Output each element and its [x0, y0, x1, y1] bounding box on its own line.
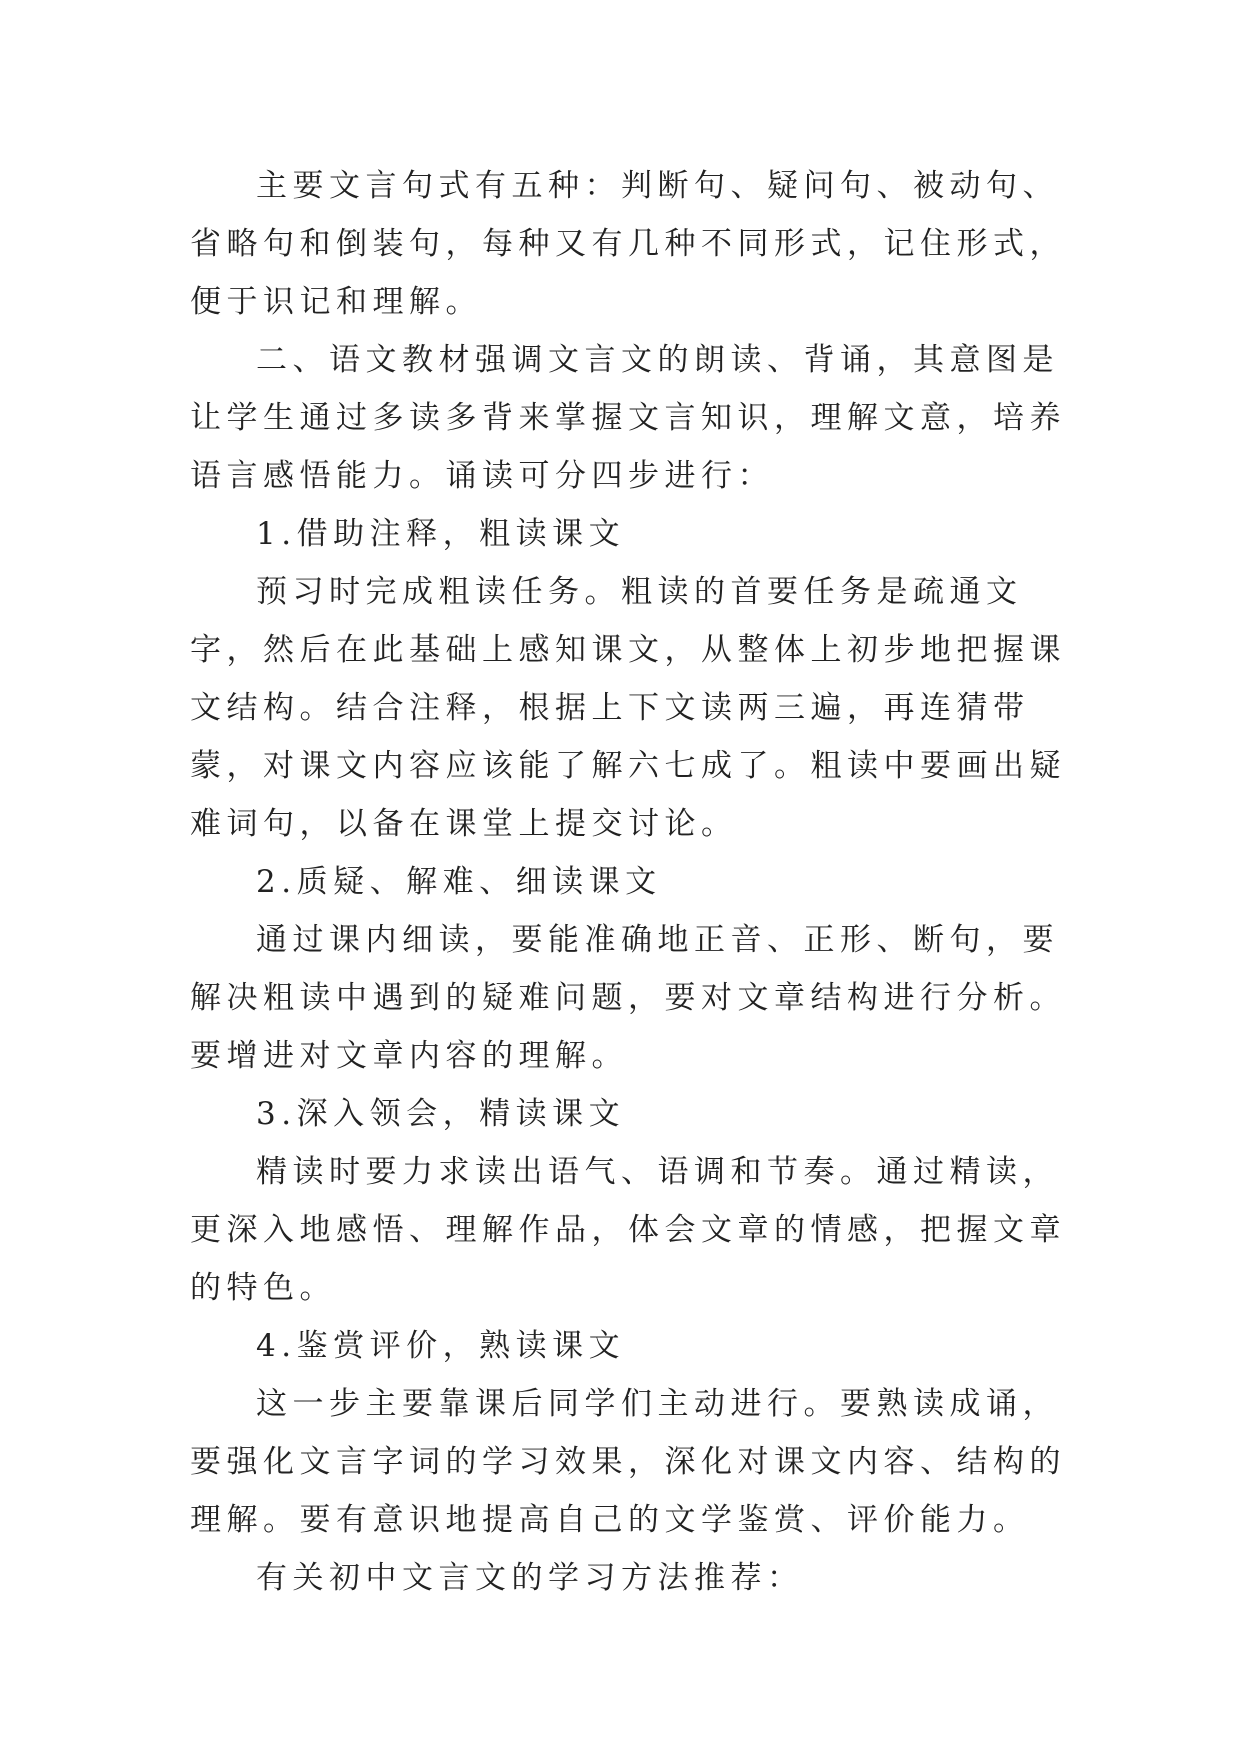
paragraph-step-3: 精读时要力求读出语气、语调和节奏。通过精读，更深入地感悟、理解作品，体会文章的情感，把握文章的特色。 — [190, 1154, 1066, 1306]
paragraph-recommendation: 有关初中文言文的学习方法推荐： — [256, 1560, 804, 1596]
step-heading-1: 1.借助注释，粗读课文 — [256, 516, 626, 552]
step-heading-3: 3.深入领会，精读课文 — [256, 1096, 626, 1132]
paragraph-sentence-patterns: 主要文言句式有五种：判断句、疑问句、被动句、省略句和倒装句，每种又有几种不同形式，记住形式，便于识记和理解。 — [190, 168, 1066, 320]
paragraph-step-4: 这一步主要靠课后同学们主动进行。要熟读成诵，要强化文言字词的学习效果，深化对课文内容、结构的理解。要有意识地提高自己的文学鉴赏、评价能力。 — [190, 1386, 1066, 1538]
paragraph-step-2: 通过课内细读，要能准确地正音、正形、断句，要解决粗读中遇到的疑难问题，要对文章结构进行分析。要增进对文章内容的理解。 — [190, 922, 1066, 1074]
step-heading-2: 2.质疑、解难、细读课文 — [256, 864, 662, 900]
document-body — [190, 157, 1070, 1607]
paragraph-section-two-intro: 二、语文教材强调文言文的朗读、背诵，其意图是让学生通过多读多背来掌握文言知识，理解文意，培养语言感悟能力。诵读可分四步进行： — [190, 342, 1066, 494]
paragraph-step-1: 预习时完成粗读任务。粗读的首要任务是疏通文字，然后在此基础上感知课文，从整体上初步地把握课文结构。结合注释，根据上下文读两三遍，再连猜带蒙，对课文内容应该能了解六七成了。粗读中要画出疑难词句，以备在课堂上提交讨论。 — [190, 574, 1066, 842]
step-heading-4: 4.鉴赏评价，熟读课文 — [256, 1328, 626, 1364]
